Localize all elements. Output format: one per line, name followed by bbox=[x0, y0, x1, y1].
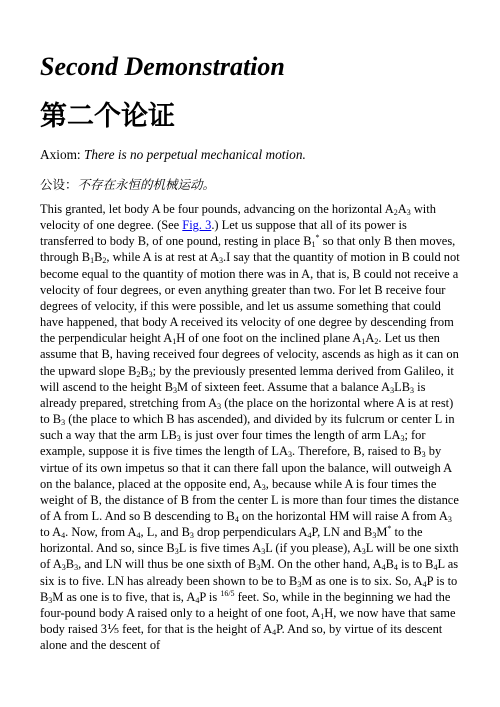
axiom-label: Axiom: bbox=[40, 147, 84, 162]
subscript: 4 bbox=[393, 563, 398, 573]
subscript: 3 bbox=[174, 547, 179, 557]
title-chinese: 第二个论证 bbox=[40, 101, 175, 132]
subscript: 1 bbox=[311, 240, 316, 250]
text-run: is just over four times the length of arm LA bbox=[180, 428, 401, 443]
text-run: B bbox=[140, 363, 149, 378]
text-run: , while A is at rest at A bbox=[106, 250, 220, 265]
figure-3-link[interactable]: Fig. 3 bbox=[182, 218, 212, 233]
subscript: 4 bbox=[272, 628, 277, 638]
subscript: 3 bbox=[361, 547, 366, 557]
text-run: P. And so, by virtue of its descent alone and the descent of bbox=[40, 622, 443, 653]
subscript: 4 bbox=[61, 531, 66, 541]
text-run: H, we now have that same body raised 3⅕ feet, for that is the height of A bbox=[40, 605, 456, 637]
subscript: 3 bbox=[288, 450, 293, 460]
body-text bbox=[40, 201, 460, 653]
text-run: , L, and B bbox=[140, 525, 190, 540]
title-english: Second Demonstration bbox=[40, 52, 285, 81]
subscript: 3 bbox=[421, 450, 426, 460]
axiom-text: There is no perpetual mechanical motion. bbox=[83, 147, 306, 162]
text-run: so that only B then moves, through B bbox=[40, 234, 456, 265]
subscript: 3 bbox=[261, 482, 266, 492]
text-run: P, LN and B bbox=[311, 525, 373, 540]
subscript: 3 bbox=[390, 385, 395, 395]
subscript: 1 bbox=[90, 256, 95, 266]
text-run: B bbox=[385, 557, 394, 572]
subscript: 3 bbox=[372, 531, 377, 541]
text-run: M as one is to six. So, A bbox=[301, 573, 423, 588]
subscript: 3 bbox=[256, 563, 261, 573]
paragraph bbox=[40, 201, 460, 653]
text-run: L is five times A bbox=[178, 541, 262, 556]
subscript: 2 bbox=[393, 208, 398, 217]
text-run: (the place on the horizontal where A is at rest) to B bbox=[40, 395, 454, 427]
axiom-english bbox=[40, 146, 460, 163]
subscript: 4 bbox=[195, 595, 200, 605]
text-run: .I say that the quantity of motion in B could not become equal to the quantity of motion there was in A, that is, B could not receive a velocity of four degrees, or even anything greater than two. For let B receive four degrees of velocity, if this were possible, and let us assume something that could have happened, that body A received its velocity of one degree by descending from the perpendicular height A bbox=[40, 250, 460, 346]
subscript: 4 bbox=[381, 563, 386, 573]
subscript: 3 bbox=[74, 563, 79, 573]
axiom-label-zh: 公设： bbox=[40, 177, 78, 192]
subscript: 3 bbox=[61, 563, 66, 573]
subscript: 3 bbox=[61, 418, 66, 428]
text-run: L will be one sixth of A bbox=[40, 541, 459, 572]
subscript: 2 bbox=[136, 369, 141, 379]
text-run: L as six is to five. LN has already been shown to be to B bbox=[40, 557, 459, 588]
text-run: ; by the previously presented lemma derived from Galileo, it will ascend to the height B bbox=[40, 363, 454, 394]
text-run: B bbox=[65, 557, 75, 572]
text-run: , because while A is four times the weight of B, the distance of B from the center L is more than four times the distance of A from L. And so B descending to B bbox=[40, 476, 459, 523]
subscript: 3 bbox=[447, 514, 452, 524]
text-run: B bbox=[94, 250, 103, 265]
text-run: LB bbox=[394, 379, 411, 394]
subscript: 1 bbox=[320, 611, 325, 621]
text-run: This granted, let body A be four pounds, advancing on the horizontal A bbox=[40, 202, 394, 216]
text-run: (the place to which B has ascended), and divided by its fulcrum or center L in such a way that the arm LB bbox=[40, 412, 455, 443]
text-run: M. On the other hand, A bbox=[260, 557, 382, 572]
text-run: P is to B bbox=[40, 573, 458, 604]
subscript: 2 bbox=[374, 337, 379, 347]
text-run: P is bbox=[199, 589, 221, 604]
subscript: 1 bbox=[172, 337, 177, 347]
text-run: A bbox=[365, 331, 375, 346]
text-run: drop perpendiculars A bbox=[193, 525, 308, 540]
text-run: , and LN will thus be one sixth of B bbox=[78, 557, 257, 572]
text-run: L (if you please), A bbox=[265, 541, 362, 556]
axiom-text-zh: 不存在永恒的机械运动。 bbox=[77, 177, 216, 192]
text-run: on the horizontal HM will raise A from A bbox=[238, 508, 448, 523]
subscript: 4 bbox=[136, 531, 141, 541]
text-run: M as one is to five, that is, A bbox=[52, 589, 196, 604]
subscript: 3 bbox=[173, 385, 177, 395]
subscript: 3 bbox=[297, 579, 302, 589]
text-run: M bbox=[376, 525, 388, 540]
text-run: with velocity of one degree. (See bbox=[40, 202, 436, 233]
text-run: to the horizontal. And so, since B bbox=[40, 525, 423, 556]
footnote-marker: * bbox=[387, 524, 392, 534]
subscript: 2 bbox=[102, 256, 107, 266]
text-run: is to B bbox=[397, 557, 434, 572]
text-run: A bbox=[397, 202, 407, 216]
subscript: 4 bbox=[234, 514, 239, 524]
text-run: by virtue of its own impetus so that it can there fall upon the balance, will outweigh A on the balance, placed at the opposite end, A bbox=[40, 444, 452, 491]
text-run: is already prepared, stretching from A bbox=[40, 379, 426, 410]
text-run: . Therefore, B, raised to B bbox=[292, 444, 422, 459]
subscript: 3 bbox=[148, 369, 153, 379]
axiom-chinese bbox=[40, 176, 460, 193]
text-run: feet. So, while in the beginning we had the four-pound body A raised only to a height of one foot, A bbox=[40, 589, 451, 620]
fraction-superscript: 16/5 bbox=[220, 588, 235, 598]
subscript: 1 bbox=[361, 337, 366, 347]
text-run: . Let us then assume that B, having received four degrees of velocity, ascends as high as it can on the upward slope B bbox=[40, 331, 459, 378]
footnote-marker: * bbox=[315, 233, 320, 243]
subscript: 3 bbox=[176, 434, 181, 444]
subscript: 3 bbox=[219, 256, 224, 266]
subscript: 3 bbox=[261, 547, 266, 557]
text-run: ; for example, suppose it is five times the length of LA bbox=[40, 428, 426, 459]
subscript: 3 bbox=[189, 531, 194, 541]
subscript: 4 bbox=[307, 531, 312, 541]
subscript: 4 bbox=[422, 579, 427, 589]
subscript: 3 bbox=[406, 208, 411, 217]
text-run: H of one foot on the inclined plane A bbox=[176, 331, 362, 346]
subscript: 3 bbox=[48, 595, 53, 605]
text-run: M of sixteen feet. Assume that a balance A bbox=[177, 379, 391, 394]
text-run: . Now, from A bbox=[65, 525, 137, 540]
subscript: 4 bbox=[433, 563, 438, 573]
text-run: to A bbox=[40, 525, 62, 540]
subscript: 3 bbox=[410, 385, 415, 395]
subscript: 3 bbox=[400, 434, 405, 444]
text-run: .) Let us suppose that all of its power is transferred to body B, of one pound, resting in place B bbox=[40, 218, 407, 249]
subscript: 3 bbox=[217, 401, 222, 411]
